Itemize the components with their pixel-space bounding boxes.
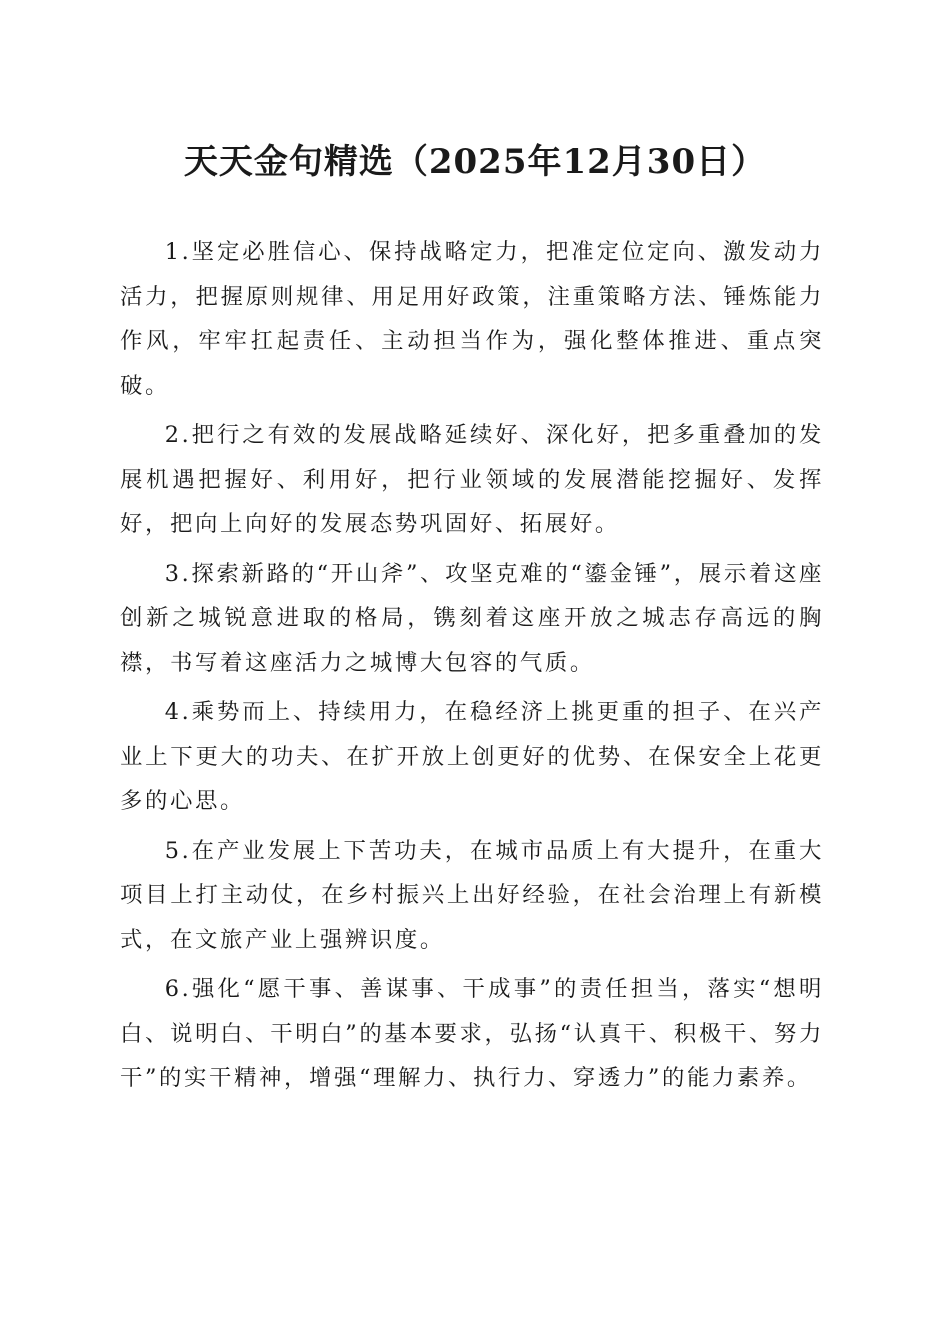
document-title: 天天金句精选（2025年12月30日） xyxy=(183,142,767,182)
paragraph-4: 4.乘势而上、持续用力，在稳经济上挑更重的担子、在兴产业上下更大的功夫、在扩开放上创更好的优势、在保安全上花更多的心思。 xyxy=(120,699,824,814)
paragraph-3: 3.探索新路的“开山斧”、攻坚克难的“鎏金锤”，展示着这座创新之城锐意进取的格局，镌刻着这座开放之城志存高远的胸襟，书写着这座活力之城博大包容的气质。 xyxy=(120,560,824,676)
paragraph-5: 5.在产业发展上下苦功夫，在城市品质上有大提升，在重大项目上打主动仗，在乡村振兴上出好经验，在社会治理上有新模式，在文旅产业上强辨识度。 xyxy=(120,837,824,953)
paragraph-6: 6.强化“愿干事、善谋事、干成事”的责任担当，落实“想明白、说明白、干明白”的基本要求，弘扬“认真干、积极干、努力干”的实干精神，增强“理解力、执行力、穿透力”的能力素养。 xyxy=(120,976,824,1091)
document-body xyxy=(120,230,824,1106)
paragraph-1: 1.坚定必胜信心、保持战略定力，把准定位定向、激发动力活力，把握原则规律、用足用好政策，注重策略方法、锤炼能力作风，牢牢扛起责任、主动担当作为，强化整体推进、重点突破。 xyxy=(120,239,824,399)
paragraph-2: 2.把行之有效的发展战略延续好、深化好，把多重叠加的发展机遇把握好、利用好，把行业领域的发展潜能挖掘好、发挥好，把向上向好的发展态势巩固好、拓展好。 xyxy=(120,422,824,537)
